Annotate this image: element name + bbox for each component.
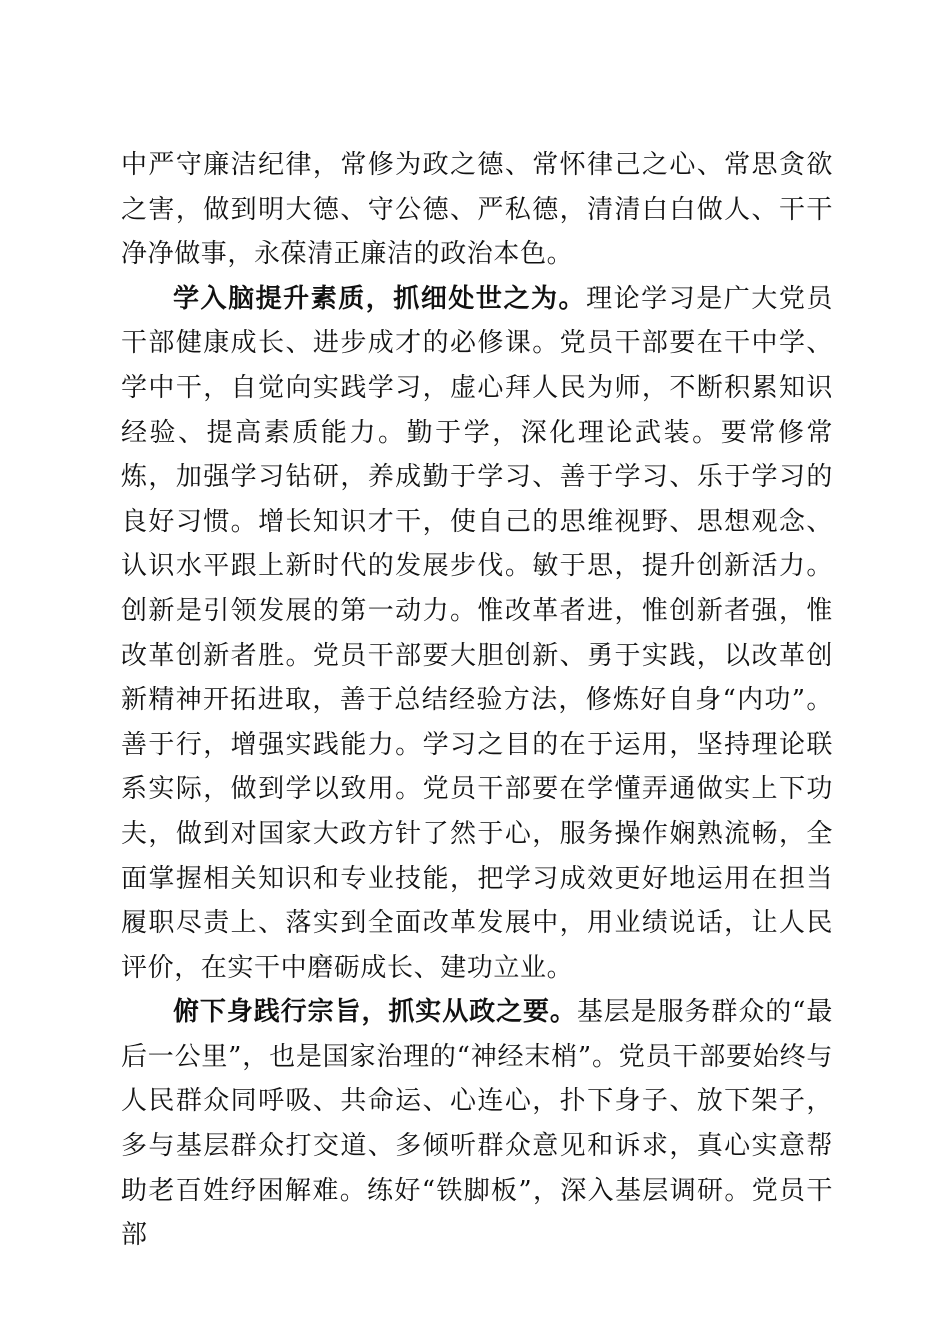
paragraph-lead-heading: 俯下身践行宗旨，抓实从政之要。 [173, 997, 577, 1028]
paragraph-study [121, 277, 833, 991]
paragraph-text: 理论学习是广大党员干部健康成长、进步成才的必修课。党员干部要在干中学、学中干，自觉向实践学习，虚心拜人民为师，不断积累知识经验、提高素质能力。勤于学，深化理论武装。要常修常炼，加强学习钻研，养成勤于学习、善于学习、乐于学习的良好习惯。增长知识才干，使自己的思维视野、思想观念、认识水平跟上新时代的发展步伐。敏于思，提升创新活力。创新是引领发展的第一动力。惟改革者进，惟创新者强，惟改革创新者胜。党员干部要大胆创新、勇于实践，以改革创新精神开拓进取，善于总结经验方法，修炼好自身“内功”。善于行，增强实践能力。学习之目的在于运用，坚持理论联系实际，做到学以致用。党员干部要在学懂弄通做实上下功夫，做到对国家大政方针了然于心，服务操作娴熟流畅，全面掌握相关知识和专业技能，把学习成效更好地运用在担当履职尽责上、落实到全面改革发展中，用业绩说话，让人民评价，在实干中磨砺成长、建功立业。 [121, 283, 833, 983]
paragraph-text: 基层是服务群众的“最后一公里”，也是国家治理的“神经末梢”。党员干部要始终与人民群众同呼吸、共命运、心连心，扑下身子、放下架子，多与基层群众打交道、多倾听群众意见和诉求，真心实意帮助老百姓纾困解难。练好“铁脚板”，深入基层调研。党员干部 [121, 997, 833, 1251]
paragraph-lead-heading: 学入脑提升素质，抓细处世之为。 [173, 283, 587, 314]
paragraph-continuation [121, 143, 833, 277]
paragraph-grassroots [121, 990, 833, 1258]
paragraph-text: 中严守廉洁纪律，常修为政之德、常怀律己之心、常思贪欲之害，做到明大德、守公德、严私德，清清白白做人、干干净净做事，永葆清正廉洁的政治本色。 [121, 150, 833, 270]
body-text [121, 143, 833, 1258]
